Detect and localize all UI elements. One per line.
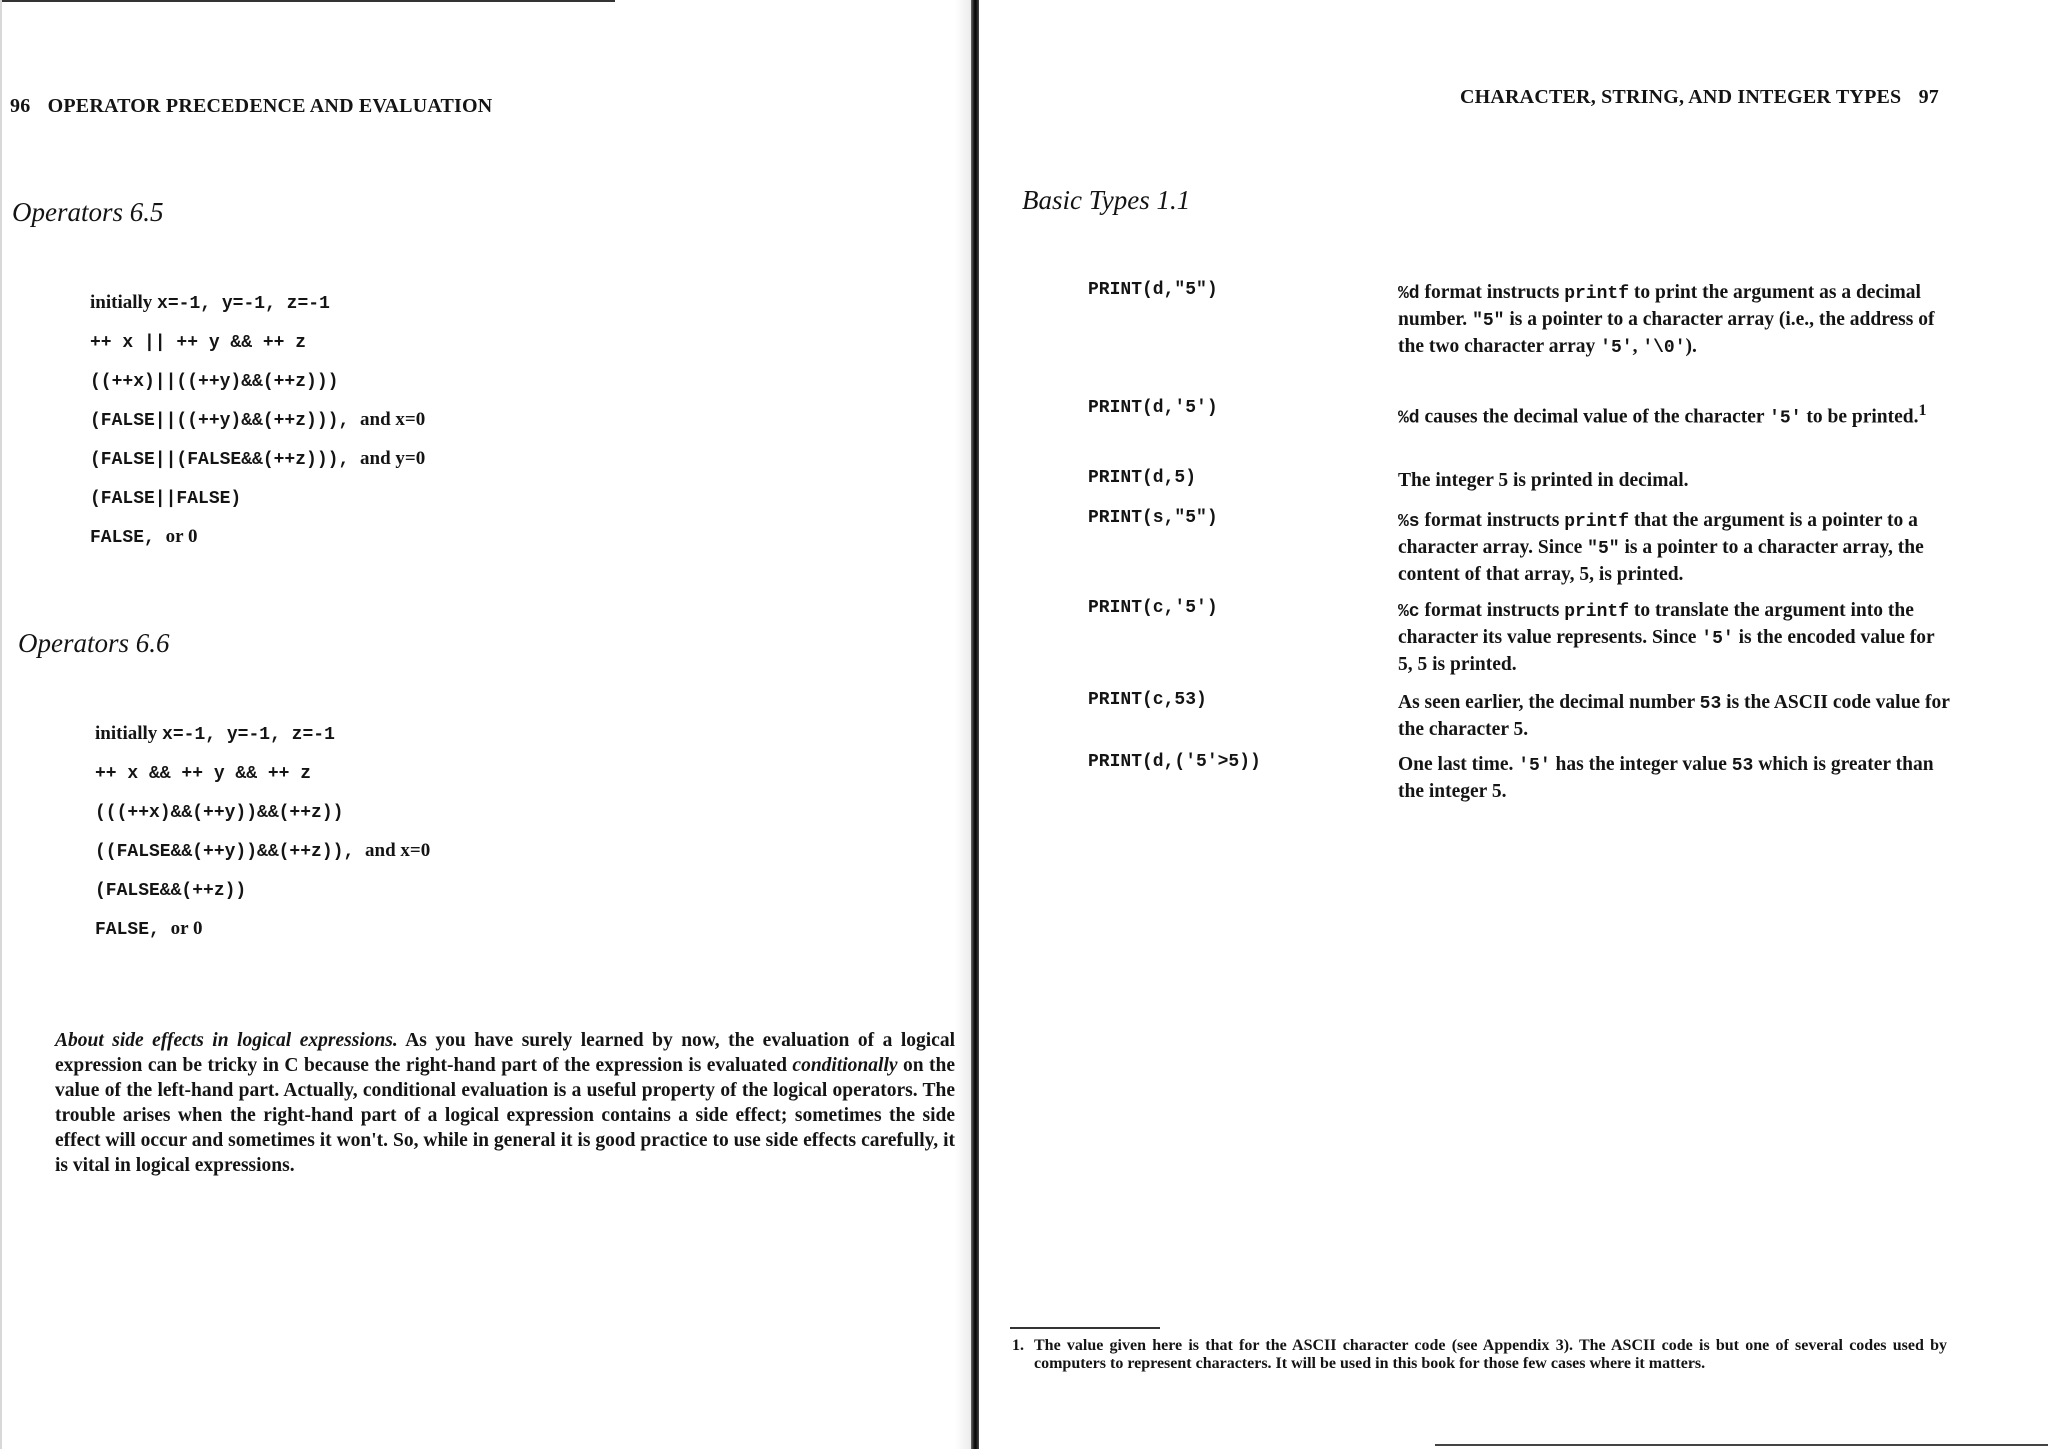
footnote-reference: 1 [1918, 401, 1927, 419]
step-code: x=-1, y=-1, z=-1 [162, 725, 335, 745]
left-running-header [10, 95, 492, 118]
inline-code: %s [1398, 512, 1420, 532]
step-suffix-text: and x=0 [360, 409, 426, 430]
step-suffix-text: or 0 [170, 918, 203, 939]
page-edge-left [0, 0, 2, 1449]
paragraph-part-2: on the value of the left-hand part. Actually, conditional evaluation is a useful property of the logical operators. The trouble arises when the right-hand part of a logical expression contains a side effect; sometimes the side effect will occur and sometimes it won't. So, while in general it is good practice to use side effects carefully, it is vital in logical expressions. [55, 1055, 955, 1176]
inline-code: "5" [1472, 311, 1505, 331]
step-suffix-text: or 0 [165, 526, 198, 547]
step-prefix-text: initially [95, 723, 163, 744]
paragraph-part-1: As you have surely learned by now, the evaluation of a logical expression can be tricky in C because the right-hand part of the expression is evaluated [55, 1030, 955, 1076]
inline-code: 53 [1731, 756, 1754, 776]
footnote-rule [1010, 1327, 1160, 1329]
section-title-basic-types: Basic Types 1.1 [1022, 185, 1191, 215]
evaluation-step-line [90, 292, 330, 314]
right-header-title: CHARACTER, STRING, AND INTEGER TYPES [1460, 86, 1902, 108]
left-header-title: OPERATOR PRECEDENCE AND EVALUATION [47, 95, 493, 117]
evaluation-step-line [90, 448, 425, 470]
step-code: (FALSE&&(++z)) [95, 881, 247, 901]
explanation-text: is the ASCII code value for the character 5. [1398, 692, 1950, 740]
explanation-text: causes the decimal value of the character [1419, 406, 1770, 428]
right-running-header [1460, 86, 1939, 109]
step-code: ((++x)||((++y)&&(++z))) [90, 372, 339, 392]
step-code: x=-1, y=-1, z=-1 [157, 294, 330, 314]
right-page-number: 97 [1918, 86, 1939, 108]
step-code: (((++x)&&(++y))&&(++z)) [95, 803, 344, 823]
explanation-text: One last time. [1398, 754, 1519, 775]
explanation-text: format instructs [1419, 510, 1565, 531]
explanation-text: format instructs [1419, 282, 1565, 303]
paragraph-emphasis: conditionally [792, 1055, 898, 1076]
evaluation-step-line [95, 918, 202, 940]
inline-code: '5' [1701, 629, 1734, 649]
print-explanation [1398, 690, 1953, 742]
explanation-text: that the argument is a pointer to a character array. Since [1398, 510, 1918, 558]
explanation-text: to print the argument as a decimal number. [1398, 282, 1921, 330]
bottom-rule-line [1435, 1444, 2048, 1446]
print-explanation [1398, 468, 1953, 493]
inline-code: printf [1564, 512, 1630, 532]
inline-code: '5' [1518, 756, 1551, 776]
step-code: FALSE, [95, 920, 171, 940]
inline-code: 53 [1699, 694, 1722, 714]
inline-code: %c [1398, 602, 1420, 622]
print-explanation [1398, 508, 1953, 587]
section-title-operators-6-5: Operators 6.5 [12, 197, 164, 227]
step-code: ++ x || ++ y && ++ z [90, 333, 307, 353]
top-rule-line [0, 0, 615, 2]
step-suffix-text: and y=0 [360, 448, 426, 469]
print-explanation [1398, 752, 1953, 804]
step-code: FALSE, [90, 528, 166, 548]
explanation-text: ). [1685, 336, 1697, 357]
print-explanation [1398, 598, 1953, 677]
section-title-operators-6-6: Operators 6.6 [18, 628, 170, 658]
step-suffix-text: and x=0 [365, 840, 431, 861]
step-prefix-text: initially [90, 292, 158, 313]
print-call-code: PRINT(c,'5') [1088, 598, 1218, 618]
step-code: ++ x && ++ y && ++ z [95, 764, 312, 784]
evaluation-step-line [95, 762, 311, 784]
step-code: (FALSE||(FALSE&&(++z))), [90, 450, 361, 470]
print-call-code: PRINT(d,'5') [1088, 398, 1218, 418]
step-code: ((FALSE&&(++y))&&(++z)), [95, 842, 366, 862]
book-spine-gutter [971, 0, 979, 1449]
explanation-text: is a pointer to a character array (i.e., the address of the two character array [1398, 309, 1935, 357]
footnote-mark: 1. [1012, 1337, 1024, 1354]
explanation-text: The integer 5 is printed in decimal. [1398, 470, 1689, 491]
print-call-code: PRINT(d,"5") [1088, 280, 1218, 300]
footnote [1012, 1337, 1947, 1373]
evaluation-step-line [90, 409, 425, 431]
explanation-text: As seen earlier, the decimal number [1398, 692, 1700, 713]
explanation-text: has the integer value [1550, 754, 1732, 775]
side-effects-paragraph [55, 1028, 955, 1178]
inline-code: %d [1398, 408, 1420, 429]
evaluation-step-line [90, 526, 197, 548]
left-page-number: 96 [10, 95, 31, 117]
print-call-code: PRINT(s,"5") [1088, 508, 1218, 528]
print-call-code: PRINT(d,('5'>5)) [1088, 752, 1261, 772]
inline-code: printf [1564, 284, 1630, 304]
explanation-text: is a pointer to a character array, the content of that array, 5, is printed. [1398, 537, 1924, 585]
inline-code: '5' [1600, 338, 1633, 358]
inline-code: '\0' [1642, 338, 1686, 358]
evaluation-step-line [95, 801, 343, 823]
evaluation-step-line [95, 879, 246, 901]
inline-code: %d [1398, 284, 1420, 304]
evaluation-step-line [90, 331, 306, 353]
paragraph-lead: About side effects in logical expressions. [55, 1030, 398, 1051]
footnote-text: The value given here is that for the ASCII character code (see Appendix 3). The ASCII code is but one of several codes used by computers to represent characters. It will be used in this book for those few cases where it matters. [1034, 1337, 1947, 1372]
print-explanation [1398, 280, 1953, 361]
explanation-text: which is greater than the integer 5. [1398, 754, 1934, 802]
evaluation-step-line [95, 840, 430, 862]
explanation-text: is the encoded value for 5, 5 is printed. [1398, 627, 1935, 675]
step-code: (FALSE||((++y)&&(++z))), [90, 411, 361, 431]
inline-code: printf [1564, 602, 1630, 622]
inline-code: "5" [1587, 539, 1620, 559]
step-code: (FALSE||FALSE) [90, 489, 242, 509]
explanation-text: to translate the argument into the character its value represents. Since [1398, 600, 1914, 648]
print-call-code: PRINT(c,53) [1088, 690, 1207, 710]
explanation-text: format instructs [1419, 600, 1565, 621]
gutter-shadow [955, 0, 971, 1449]
inline-code: '5' [1769, 408, 1802, 429]
explanation-text: , [1632, 336, 1643, 357]
explanation-text: to be printed. [1801, 406, 1919, 428]
evaluation-step-line [95, 723, 335, 745]
print-call-code: PRINT(d,5) [1088, 468, 1197, 488]
evaluation-step-line [90, 487, 241, 509]
evaluation-step-line [90, 370, 338, 392]
print-explanation [1398, 398, 1953, 432]
